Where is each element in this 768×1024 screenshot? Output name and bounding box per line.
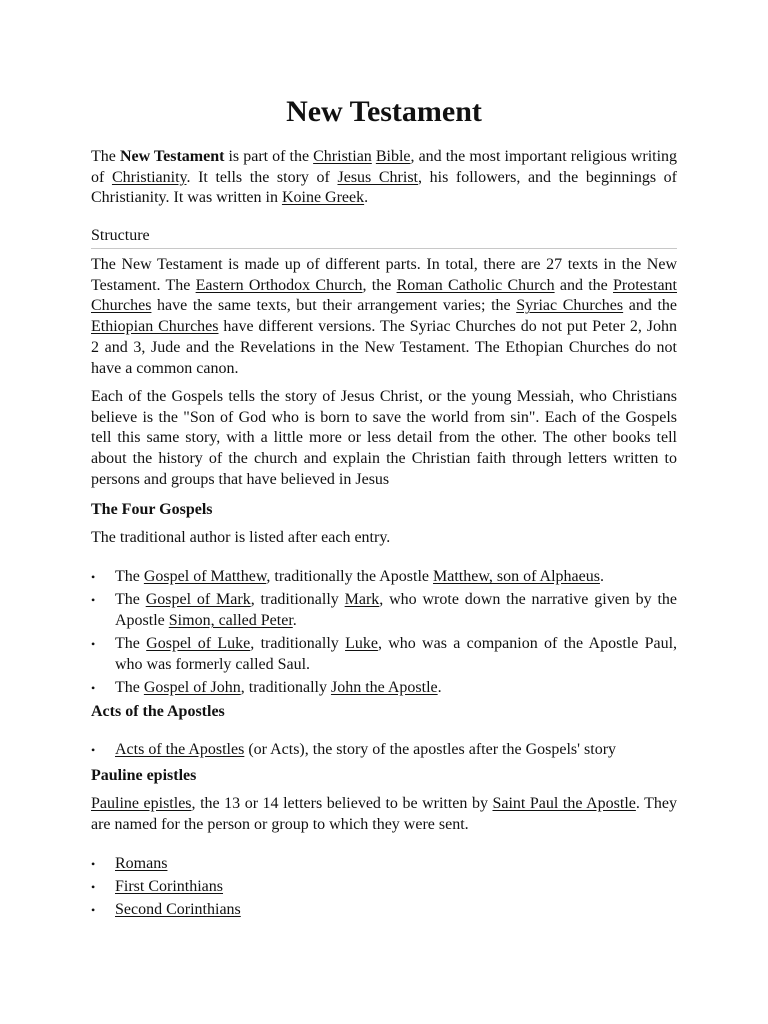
- link-jesus-christ[interactable]: Jesus Christ: [337, 168, 418, 186]
- acts-list-block: [91, 740, 677, 763]
- section-heading-structure: Structure: [91, 226, 677, 249]
- structure-paragraph-2: Each of the Gospels tells the story of Jesus Christ, or the young Messiah, who Christians believe is the "Son of God who is born to save the world from sin". Each of the Gospels tell this same story, with a little more or less detail from the other. The other books tell about the history of the church and explain the Christian faith through letters written to persons and groups that have believed in Jesus: [91, 388, 677, 488]
- link-ethiopian[interactable]: Ethiopian Churches: [91, 318, 219, 336]
- link-john-apostle[interactable]: John the Apostle: [330, 679, 438, 697]
- link-matthew-alphaeus[interactable]: Matthew, son of Alphaeus: [433, 568, 600, 585]
- gospels-section: [91, 500, 677, 520]
- section-heading-acts: Acts of the Apostles: [91, 703, 225, 720]
- link-eastern-orthodox[interactable]: Eastern Orthodox Church: [195, 276, 363, 294]
- link-gospel-mark[interactable]: Gospel of Mark: [145, 591, 251, 609]
- link-acts-of-apostles[interactable]: Acts of the Apostles: [115, 741, 245, 758]
- pauline-paragraph: Pauline epistles, the 13 or 14 letters believed to be written by Saint Paul the Apostle. They are named for the person or group to which they were sent.: [91, 795, 677, 833]
- acts-list: [91, 740, 677, 761]
- section-heading-pauline: Pauline epistles: [91, 767, 197, 784]
- link-protestant[interactable]: Protestant Churches: [91, 276, 677, 315]
- gospels-list-block: [91, 567, 677, 701]
- link-mark[interactable]: Mark: [344, 591, 380, 609]
- page-title: New Testament: [286, 95, 482, 128]
- structure-body-2: [91, 387, 677, 491]
- pauline-section: [91, 766, 677, 786]
- intro-paragraph: The New Testament is part of the Christian Bible, and the most important religious writing of Christianity. It tells the story of Jesus Christ, his followers, and the beginnings of Christianity. It was written in Koine Greek.: [91, 148, 678, 207]
- link-romans[interactable]: Romans: [115, 855, 168, 872]
- acts-section: [91, 702, 677, 722]
- list-item: • Acts of the Apostles (or Acts), the story of the apostles after the Gospels' story: [91, 740, 677, 761]
- pauline-list-block: [91, 854, 677, 924]
- bullet-icon: •: [91, 681, 96, 696]
- list-item: [91, 854, 677, 875]
- structure-body: [91, 255, 677, 379]
- bullet-icon: •: [91, 743, 96, 757]
- link-gospel-john[interactable]: Gospel of John: [143, 679, 241, 697]
- intro-section: [91, 147, 677, 209]
- section-heading-gospels: The Four Gospels: [91, 501, 213, 518]
- link-bible[interactable]: Bible: [375, 148, 411, 165]
- link-second-corinthians[interactable]: Second Corinthians: [115, 901, 241, 919]
- link-koine-greek[interactable]: Koine Greek: [281, 189, 365, 207]
- link-christianity[interactable]: Christianity: [111, 168, 187, 186]
- link-pauline-epistles[interactable]: Pauline epistles: [91, 795, 192, 812]
- structure-section: [91, 226, 677, 249]
- bullet-icon: •: [91, 857, 96, 871]
- list-item: • The Gospel of John, traditionally John the Apostle.: [91, 678, 677, 699]
- gospels-list: [91, 567, 677, 699]
- list-item: • The Gospel of Matthew, traditionally the Apostle Matthew, son of Alphaeus.: [91, 567, 677, 588]
- link-first-corinthians[interactable]: First Corinthians: [115, 878, 224, 896]
- gospels-note-block: [91, 528, 677, 549]
- link-roman-catholic[interactable]: Roman Catholic Church: [396, 276, 555, 294]
- pauline-body: [91, 794, 677, 835]
- link-gospel-matthew[interactable]: Gospel of Matthew: [143, 568, 267, 585]
- structure-paragraph-1: The New Testament is made up of different parts. In total, there are 27 texts in the New Testament. The Eastern Orthodox Church, the Roman Catholic Church and the Protestant Churches have the same texts, but their arrangement varies; the Syriac Churches and the Ethiopian Churches have different versions. The Syriac Churches do not put Peter 2, John 2 and 3, Jude and the Revelations in the New Testament. The Ethopian Churches do not have a common canon.: [91, 256, 678, 377]
- list-item: [91, 900, 677, 921]
- link-gospel-luke[interactable]: Gospel of Luke: [146, 635, 251, 653]
- bullet-icon: •: [91, 570, 96, 584]
- bullet-icon: •: [91, 593, 96, 608]
- pauline-list: [91, 854, 677, 921]
- term-new-testament: New Testament: [119, 148, 225, 165]
- link-luke[interactable]: Luke: [345, 635, 378, 653]
- list-item: • The Gospel of Mark, traditionally Mark, who wrote down the narrative given by the Apostle Simon, called Peter.: [91, 591, 678, 629]
- bullet-icon: •: [91, 903, 96, 918]
- bullet-icon: •: [91, 637, 96, 652]
- list-item: • The Gospel of Luke, traditionally Luke, who was a companion of the Apostle Paul, who was formerly called Saul.: [91, 635, 678, 673]
- list-item: [91, 877, 677, 898]
- bullet-icon: •: [91, 880, 96, 895]
- link-christian[interactable]: Christian: [313, 148, 372, 165]
- link-saint-paul[interactable]: Saint Paul the Apostle: [492, 795, 636, 812]
- link-syriac[interactable]: Syriac Churches: [516, 297, 624, 315]
- gospels-note: The traditional author is listed after each entry.: [91, 529, 391, 546]
- link-simon-peter[interactable]: Simon, called Peter: [168, 611, 293, 629]
